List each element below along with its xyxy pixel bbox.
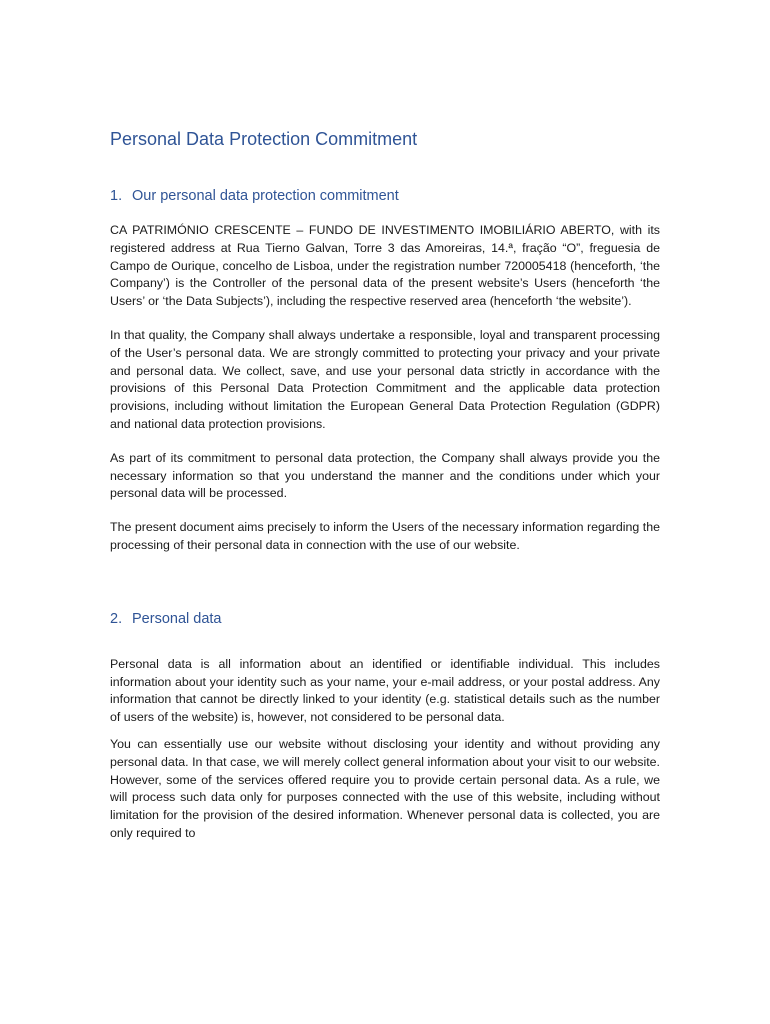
paragraph-information-commitment: As part of its commitment to personal data protection, the Company shall always provide you the necessary information so that you understand the manner and the conditions under which your personal data will be processed. xyxy=(110,450,660,501)
section-heading-2 xyxy=(110,609,660,629)
document-content xyxy=(110,126,660,843)
paragraph-personal-data-definition: Personal data is all information about an identified or identifiable individual. This includes information about your identity such as your name, your e-mail address, or your postal address. Any information that cannot be directly linked to your identity (e.g. statistical details such as the number of users of the website) is, however, not considered to be personal data. xyxy=(110,656,660,725)
section-number-2: 2. xyxy=(110,610,123,627)
paragraph-website-use: You can essentially use our website without disclosing your identity and without providing any personal data. In that case, we will merely collect general information about your visit to our website. However, some of the services offered require you to provide certain personal data. As a rule, we will process such data only for purposes connected with the use of this website, including without limitation for the provision of the desired information. Whenever personal data is collected, you are only required to xyxy=(110,736,660,840)
paragraph-company-identification: CA PATRIMÓNIO CRESCENTE – FUNDO DE INVESTIMENTO IMOBILIÁRIO ABERTO, with its registered address at Rua Tierno Galvan, Torre 3 das Amoreiras, 14.ª, fração “O”, freguesia de Campo de Ourique, concelho de Lisboa, under the registration number 720005418 (henceforth, ‘the Company’) is the Controller of the personal data of the present website’s Users (henceforth ‘the Users’ or ‘the Data Subjects’), including the respective reserved area (henceforth ‘the website’). xyxy=(110,223,660,309)
section-title-2: Personal data xyxy=(132,610,222,627)
section-title-1: Our personal data protection commitment xyxy=(132,188,399,204)
document-title: Personal Data Protection Commitment xyxy=(110,129,418,149)
paragraph-document-purpose: The present document aims precisely to inform the Users of the necessary information regarding the processing of their personal data in connection with the use of our website. xyxy=(110,520,660,552)
paragraph-processing-commitment: In that quality, the Company shall always undertake a responsible, loyal and transparent processing of the User’s personal data. We are strongly committed to protecting your privacy and your private and personal data. We collect, save, and use your personal data strictly in accordance with the provisions of this Personal Data Protection Commitment and the applicable data protection provisions, including without limitation the European General Data Protection Regulation (GDPR) and national data protection provisions. xyxy=(110,327,660,431)
section-heading-1 xyxy=(110,186,660,206)
section-number-1: 1. xyxy=(110,188,123,204)
